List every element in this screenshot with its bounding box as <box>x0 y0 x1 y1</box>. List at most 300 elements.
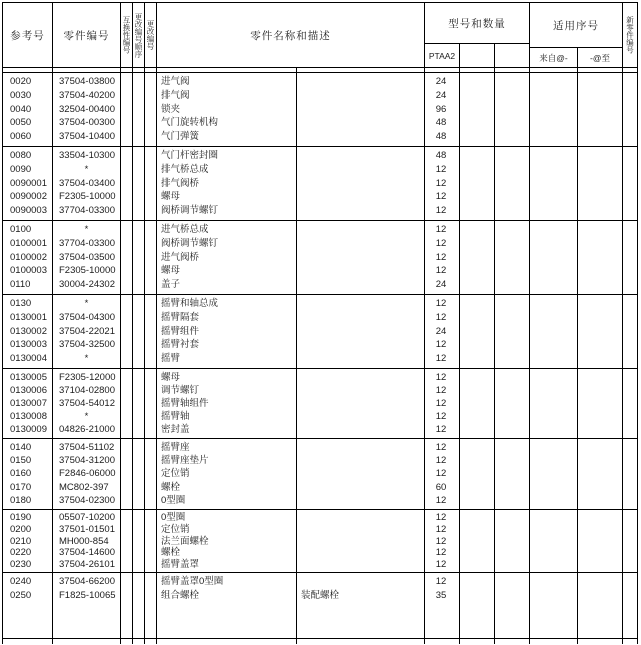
part-desc <box>297 237 424 251</box>
change-order-cell <box>133 73 145 146</box>
part-number: 37504-51102 <box>59 442 115 453</box>
part-desc <box>297 512 424 524</box>
change-number-cell <box>145 439 157 509</box>
ref-value: 0240 <box>10 576 32 587</box>
qty-value: 12 <box>435 455 447 467</box>
part-name: 螺栓 <box>161 481 181 493</box>
part-desc <box>297 575 424 589</box>
ref-value: 0040 <box>10 103 32 115</box>
part-name: 摇臂盖罩0型圈 <box>161 576 224 587</box>
serial-from-cell <box>530 147 578 220</box>
part-desc <box>297 223 424 237</box>
change-order-cell <box>133 439 145 509</box>
model-2-cell <box>460 369 495 438</box>
col-header-change-number-order: 更改编号顺序 <box>133 3 145 67</box>
ptaa2-quantity-cell <box>425 369 460 438</box>
part-desc <box>297 204 424 218</box>
serial-subheader-row <box>530 48 622 67</box>
ref-value: 0030 <box>10 89 32 101</box>
ref-value: 0090001 <box>10 177 47 189</box>
empty-cell <box>297 639 425 644</box>
ref-value: 0200 <box>10 523 32 535</box>
col-header-part-number: 零件编号 <box>53 3 121 67</box>
change-order-cell <box>133 573 145 638</box>
empty-cell <box>53 68 121 72</box>
col-header-name-description: 零件名称和描述 <box>157 3 425 67</box>
ref-value: 0230 <box>10 559 32 571</box>
col-header-model-quantity: 型号和数量 <box>425 3 529 44</box>
part-number: 37504-32500 <box>59 339 115 351</box>
qty-value: 12 <box>435 424 447 435</box>
new-part-number-cell <box>623 147 637 220</box>
part-name-cell <box>157 221 297 294</box>
part-desc <box>297 149 424 163</box>
part-name: 盖子 <box>161 279 181 291</box>
ref-value: 0110 <box>10 279 31 291</box>
ptaa2-quantity-cell <box>425 221 460 294</box>
part-name: 定位销 <box>161 468 190 480</box>
part-number-cell <box>53 147 121 220</box>
part-desc <box>297 190 424 204</box>
ref-value: 0100003 <box>10 265 47 277</box>
part-number: 05507-10200 <box>59 512 115 523</box>
part-name: 螺母 <box>161 191 181 203</box>
col-header-reference-number: 参考号 <box>3 3 53 67</box>
change-order-cell <box>133 221 145 294</box>
qty-value: 12 <box>435 163 447 175</box>
part-desc <box>297 103 424 117</box>
part-name: 摇臂座 <box>161 442 190 453</box>
empty-cell <box>460 639 495 644</box>
model-3-cell <box>495 73 530 146</box>
part-number-cell <box>53 295 121 368</box>
empty-cell <box>121 639 133 644</box>
part-name: 摇臂和轴总成 <box>161 298 219 309</box>
interchange-cell <box>121 439 133 509</box>
qty-value: 12 <box>435 224 447 235</box>
empty-cell <box>3 639 53 644</box>
empty-cell <box>425 639 460 644</box>
model-3-cell <box>495 369 530 438</box>
change-order-cell <box>133 510 145 572</box>
part-desc: 装配螺栓 <box>301 589 340 601</box>
part-desc <box>297 547 424 559</box>
part-number: * <box>84 411 89 422</box>
empty-cell <box>145 639 157 644</box>
part-description-cell <box>297 510 425 572</box>
reference-number-cell <box>3 147 53 220</box>
part-description-cell <box>297 221 425 294</box>
empty-cell <box>157 639 297 644</box>
new-part-number-cell <box>623 221 637 294</box>
model-2-cell <box>460 221 495 294</box>
part-number: 37504-40200 <box>59 89 115 101</box>
ref-value: 0130008 <box>10 411 47 422</box>
qty-value: 24 <box>435 279 447 291</box>
part-group-6 <box>3 439 637 510</box>
part-number: * <box>84 163 89 175</box>
part-number: 37504-22021 <box>59 325 115 337</box>
part-desc <box>297 338 424 352</box>
ref-value: 0210 <box>10 535 32 547</box>
part-name: 气门弹簧 <box>161 131 200 143</box>
part-description-cell <box>297 369 425 438</box>
ref-value: 0080 <box>10 150 32 161</box>
part-name: 摇臂组件 <box>161 325 200 337</box>
col-header-interchange-number: 互换性编号 <box>121 3 133 67</box>
qty-value: 12 <box>435 353 447 365</box>
qty-value: 12 <box>435 512 447 523</box>
part-number: 37504-10400 <box>59 131 115 143</box>
part-number: 33504-10300 <box>59 150 115 161</box>
qty-value: 12 <box>435 205 447 217</box>
part-group-2 <box>3 147 637 221</box>
part-name: 阀桥调节螺钉 <box>161 205 219 217</box>
part-name: 进气阀桥 <box>161 251 200 263</box>
model-subheader-row <box>425 44 529 67</box>
ref-value: 0160 <box>10 468 32 480</box>
serial-to-cell <box>578 73 623 146</box>
part-number: * <box>84 298 89 309</box>
part-name: 气门杆密封圈 <box>161 150 219 161</box>
ptaa2-quantity-cell <box>425 73 460 146</box>
part-description-cell <box>297 147 425 220</box>
change-number-cell <box>145 147 157 220</box>
part-name-cell <box>157 147 297 220</box>
reference-number-cell <box>3 510 53 572</box>
part-desc <box>297 384 424 397</box>
ptaa2-quantity-cell <box>425 510 460 572</box>
part-name: 排气阀 <box>161 89 190 101</box>
qty-value: 24 <box>435 325 447 337</box>
ref-value: 0130 <box>10 298 32 309</box>
part-name: 摇臂盖罩 <box>161 559 200 571</box>
ptaa2-quantity-cell <box>425 147 460 220</box>
serial-to-cell <box>578 369 623 438</box>
part-number-cell <box>53 369 121 438</box>
parts-table <box>2 2 638 644</box>
part-description-cell <box>297 295 425 368</box>
part-group-8 <box>3 573 637 639</box>
serial-to-cell <box>578 147 623 220</box>
serial-from-cell <box>530 73 578 146</box>
empty-cell <box>133 68 145 72</box>
model-2-cell <box>460 147 495 220</box>
part-desc <box>297 481 424 494</box>
qty-value: 12 <box>435 237 447 249</box>
qty-value: 12 <box>435 191 447 203</box>
empty-cell <box>3 68 53 72</box>
model-3-cell <box>495 221 530 294</box>
model-3-cell <box>495 510 530 572</box>
part-group-4 <box>3 295 637 369</box>
part-desc <box>297 311 424 325</box>
qty-value: 12 <box>435 298 447 309</box>
part-group-1 <box>3 73 637 147</box>
part-number-cell <box>53 221 121 294</box>
part-name: 法兰面螺栓 <box>161 535 209 547</box>
interchange-cell <box>121 147 133 220</box>
change-order-cell <box>133 369 145 438</box>
interchange-cell <box>121 73 133 146</box>
ptaa2-quantity-cell <box>425 439 460 509</box>
ref-value: 0140 <box>10 442 32 453</box>
empty-cell <box>623 639 637 644</box>
ref-value: 0090002 <box>10 191 47 203</box>
part-desc <box>297 130 424 144</box>
part-number: 37504-66200 <box>59 576 115 587</box>
reference-number-cell <box>3 439 53 509</box>
part-desc <box>297 423 424 436</box>
ref-value: 0130002 <box>10 325 47 337</box>
part-desc <box>297 325 424 339</box>
reference-number-cell <box>3 573 53 638</box>
new-part-number-cell <box>623 369 637 438</box>
ptaa2-quantity-cell <box>425 573 460 638</box>
part-number: F2846-06000 <box>59 468 116 480</box>
serial-from-cell <box>530 221 578 294</box>
part-number: 04826-21000 <box>59 424 115 435</box>
change-number-cell <box>145 573 157 638</box>
part-number: MC802-397 <box>59 481 109 493</box>
qty-value: 60 <box>435 481 447 493</box>
part-name: 阀桥调节螺钉 <box>161 237 219 249</box>
serial-to-cell <box>578 221 623 294</box>
ref-value: 0130006 <box>10 385 47 396</box>
ref-value: 0060 <box>10 131 32 143</box>
qty-value: 12 <box>435 251 447 263</box>
qty-value: 12 <box>435 523 447 535</box>
qty-value: 12 <box>435 265 447 277</box>
interchange-cell <box>121 221 133 294</box>
part-group-7 <box>3 510 637 573</box>
part-desc <box>297 410 424 423</box>
qty-value: 24 <box>435 89 447 101</box>
part-name: 摇臂轴 <box>161 411 190 422</box>
qty-value: 12 <box>435 372 447 383</box>
part-desc <box>297 251 424 265</box>
part-name: 排气阀桥 <box>161 177 200 189</box>
empty-cell <box>133 639 145 644</box>
subcol-header-model-3 <box>495 44 529 67</box>
qty-value: 48 <box>435 131 447 143</box>
part-desc <box>297 454 424 467</box>
empty-cell <box>495 639 530 644</box>
part-number: 37504-00300 <box>59 117 115 129</box>
part-name: 摇臂衬套 <box>161 339 200 351</box>
part-number: MH000-854 <box>59 535 109 547</box>
ref-value: 0130004 <box>10 353 47 365</box>
ref-value: 0100002 <box>10 251 47 263</box>
model-2-cell <box>460 510 495 572</box>
qty-value: 12 <box>435 339 447 351</box>
part-number: F1825-10065 <box>59 589 116 601</box>
qty-value: 12 <box>435 547 447 559</box>
part-number: 37504-31200 <box>59 455 115 467</box>
qty-value: 48 <box>435 150 447 161</box>
ref-value: 0130007 <box>10 398 47 409</box>
ref-value: 0190 <box>10 512 32 523</box>
part-group-5 <box>3 369 637 439</box>
model-3-cell <box>495 573 530 638</box>
part-desc <box>297 177 424 191</box>
ref-value: 0090003 <box>10 205 47 217</box>
change-number-cell <box>145 295 157 368</box>
serial-from-cell <box>530 369 578 438</box>
qty-value: 12 <box>435 311 447 323</box>
empty-cell <box>425 68 460 72</box>
part-group-3 <box>3 221 637 295</box>
ref-value: 0180 <box>10 494 32 506</box>
new-part-number-cell <box>623 573 637 638</box>
serial-from-cell <box>530 295 578 368</box>
part-name: 摇臂隔套 <box>161 311 200 323</box>
subcol-header-model-2 <box>460 44 495 67</box>
subcol-header-serial-to: -@至 <box>590 52 610 63</box>
part-desc <box>297 371 424 384</box>
qty-value: 12 <box>435 385 447 396</box>
part-name: 气门旋转机构 <box>161 117 219 129</box>
ref-value: 0130009 <box>10 424 47 435</box>
part-name: 0型圈 <box>161 512 186 523</box>
part-number: * <box>84 224 89 235</box>
part-name: 螺栓 <box>161 547 181 559</box>
table-body <box>3 73 637 639</box>
part-name-cell <box>157 295 297 368</box>
change-order-cell <box>133 147 145 220</box>
ref-value: 0170 <box>10 481 32 493</box>
part-number-cell <box>53 439 121 509</box>
ptaa2-quantity-cell <box>425 295 460 368</box>
part-name: 组合螺栓 <box>161 589 200 601</box>
part-name: 摇臂座垫片 <box>161 455 209 467</box>
qty-value: 12 <box>435 468 447 480</box>
ref-value: 0050 <box>10 117 32 129</box>
qty-value: 12 <box>435 576 447 587</box>
subcol-header-serial-from: 来自@- <box>530 48 578 67</box>
part-name: 进气桥总成 <box>161 224 209 235</box>
empty-cell <box>297 68 425 72</box>
qty-value: 12 <box>435 398 447 409</box>
empty-cell <box>157 68 297 72</box>
qty-value: 12 <box>435 442 447 453</box>
serial-from-cell <box>530 439 578 509</box>
part-desc <box>297 467 424 480</box>
new-part-number-cell <box>623 439 637 509</box>
part-desc <box>297 163 424 177</box>
interchange-cell <box>121 369 133 438</box>
part-desc <box>297 75 424 89</box>
part-number-cell <box>53 510 121 572</box>
change-order-cell <box>133 295 145 368</box>
part-number: * <box>84 353 89 365</box>
part-number: 37501-01501 <box>59 523 115 535</box>
empty-cell <box>578 639 623 644</box>
ref-value: 0250 <box>10 589 32 601</box>
empty-cell <box>623 68 637 72</box>
part-number: F2305-10000 <box>59 265 116 277</box>
empty-cell <box>530 639 578 644</box>
part-name-cell <box>157 510 297 572</box>
part-desc <box>297 559 424 571</box>
new-part-number-cell <box>623 510 637 572</box>
part-number: 37504-14600 <box>59 547 115 559</box>
part-desc <box>297 524 424 536</box>
qty-value: 12 <box>435 535 447 547</box>
new-part-number-cell <box>623 295 637 368</box>
model-2-cell <box>460 439 495 509</box>
part-name: 0型圈 <box>161 494 186 506</box>
part-desc <box>297 297 424 311</box>
part-desc <box>297 494 424 507</box>
part-desc <box>297 536 424 548</box>
change-number-cell <box>145 510 157 572</box>
empty-cell <box>53 639 121 644</box>
model-3-cell <box>495 439 530 509</box>
part-number: 37504-04300 <box>59 311 115 323</box>
change-number-cell <box>145 73 157 146</box>
part-name: 进气阀 <box>161 76 190 87</box>
ref-value: 0220 <box>10 547 32 559</box>
qty-value: 12 <box>435 177 447 189</box>
ref-value: 0150 <box>10 455 32 467</box>
part-name: 调节螺钉 <box>161 385 200 396</box>
qty-value: 24 <box>435 76 447 87</box>
part-number: 30004-24302 <box>59 279 115 291</box>
part-name: 排气桥总成 <box>161 163 209 175</box>
serial-to-cell <box>578 510 623 572</box>
ref-value: 0130001 <box>10 311 47 323</box>
part-name-cell <box>157 369 297 438</box>
serial-from-cell <box>530 510 578 572</box>
serial-to-cell <box>578 573 623 638</box>
model-2-cell <box>460 295 495 368</box>
qty-value: 48 <box>435 117 447 129</box>
part-description-cell <box>297 573 425 638</box>
part-number-cell <box>53 573 121 638</box>
part-name-cell <box>157 439 297 509</box>
ref-value: 0130003 <box>10 339 47 351</box>
part-desc <box>297 116 424 130</box>
model-3-cell <box>495 295 530 368</box>
interchange-cell <box>121 573 133 638</box>
empty-cell <box>460 68 495 72</box>
serial-to-cell <box>578 295 623 368</box>
ref-value: 0090 <box>10 163 32 175</box>
part-desc <box>297 441 424 454</box>
part-name: 锁夹 <box>161 103 181 115</box>
col-header-change-number: 更改编号 <box>145 3 157 67</box>
qty-value: 12 <box>435 559 447 571</box>
ref-value: 0130005 <box>10 372 47 383</box>
part-number: 37504-03500 <box>59 251 115 263</box>
part-desc <box>297 352 424 366</box>
empty-cell <box>121 68 133 72</box>
part-number-cell <box>53 73 121 146</box>
empty-row <box>3 639 637 644</box>
col-header-applicable-serial-group <box>530 3 623 67</box>
part-name: 密封盖 <box>161 424 190 435</box>
part-number: F2305-10000 <box>59 191 116 203</box>
part-number: 37104-02800 <box>59 385 115 396</box>
subcol-header-ptaa2: PTAA2 <box>425 44 460 67</box>
part-number: 37504-02300 <box>59 494 115 506</box>
part-number: 37504-54012 <box>59 398 115 409</box>
part-number: 37704-03300 <box>59 205 115 217</box>
part-number: 37504-03800 <box>59 76 115 87</box>
part-desc <box>297 278 424 292</box>
qty-value: 35 <box>435 589 447 601</box>
